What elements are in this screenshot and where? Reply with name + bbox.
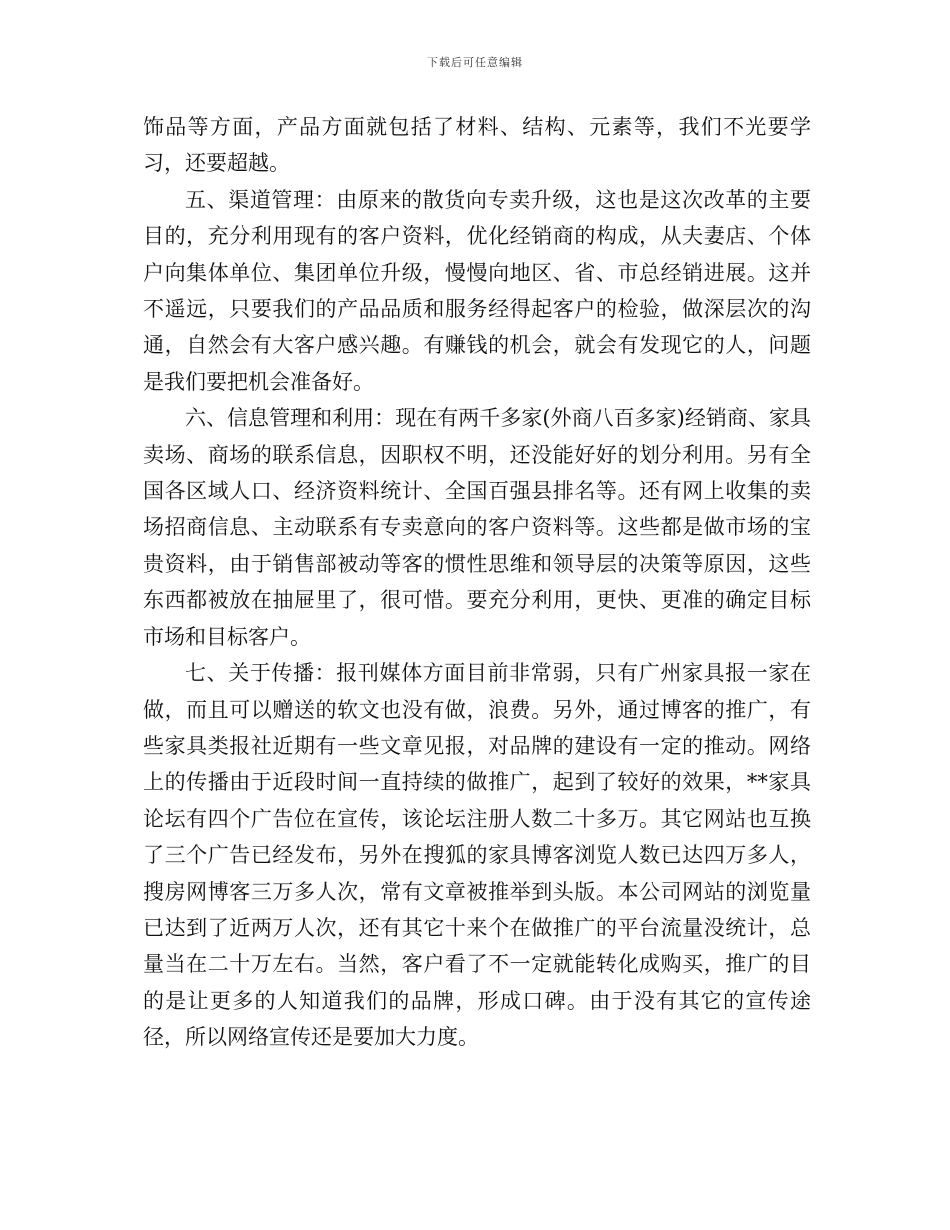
page-header: 下载后可任意编辑 bbox=[427, 56, 523, 69]
document-body bbox=[143, 109, 811, 1056]
paragraph-continuation: 饰品等方面，产品方面就包括了材料、结构、元素等，我们不光要学习，还要超越。 bbox=[143, 115, 811, 176]
paragraph-communication: 七、关于传播：报刊媒体方面目前非常弱，只有广州家具报一家在做，而且可以赠送的软文也没有做，浪费。另外，通过博客的推广，有些家具类报社近期有一些文章见报，对品牌的建设有一定的推动。网络上的传播由于近段时间一直持续的做推广，起到了较好的效果，**家具论坛有四个广告位在宣传，该论坛注册人数二十多万。其它网站也互换了三个广告已经发布，另外在搜狐的家具博客浏览人数已达四万多人，搜房网博客三万多人次，常有文章被推举到头版。本公司网站的浏览量已达到了近两万人次，还有其它十来个在做推广的平台流量没统计，总量当在二十万左右。当然，客户看了不一定就能转化成购买，推广的目的是让更多的人知道我们的品牌，形成口碑。由于没有其它的宣传途径，所以网络宣传还是要加大力度。 bbox=[143, 661, 811, 1050]
paragraph-channel-management: 五、渠道管理：由原来的散货向专卖升级，这也是这次改革的主要目的，充分利用现有的客户资料，优化经销商的构成，从夫妻店、个体户向集体单位、集团单位升级，慢慢向地区、省、市总经销进展。这并不遥远，只要我们的产品品质和服务经得起客户的检验，做深层次的沟通，自然会有大客户感兴趣。有赚钱的机会，就会有发现它的人，问题是我们要把机会准备好。 bbox=[143, 187, 811, 394]
paragraph-information-management: 六、信息管理和利用：现在有两千多家(外商八百多家)经销商、家具卖场、商场的联系信息，因职权不明，还没能好好的划分利用。另有全国各区域人口、经济资料统计、全国百强县排名等。还有网上收集的卖场招商信息、主动联系有专卖意向的客户资料等。这些都是做市场的宝贵资料，由于销售部被动等客的惯性思维和领导层的决策等原因，这些东西都被放在抽屉里了，很可惜。要充分利用，更快、更准的确定目标市场和目标客户。 bbox=[143, 406, 811, 649]
